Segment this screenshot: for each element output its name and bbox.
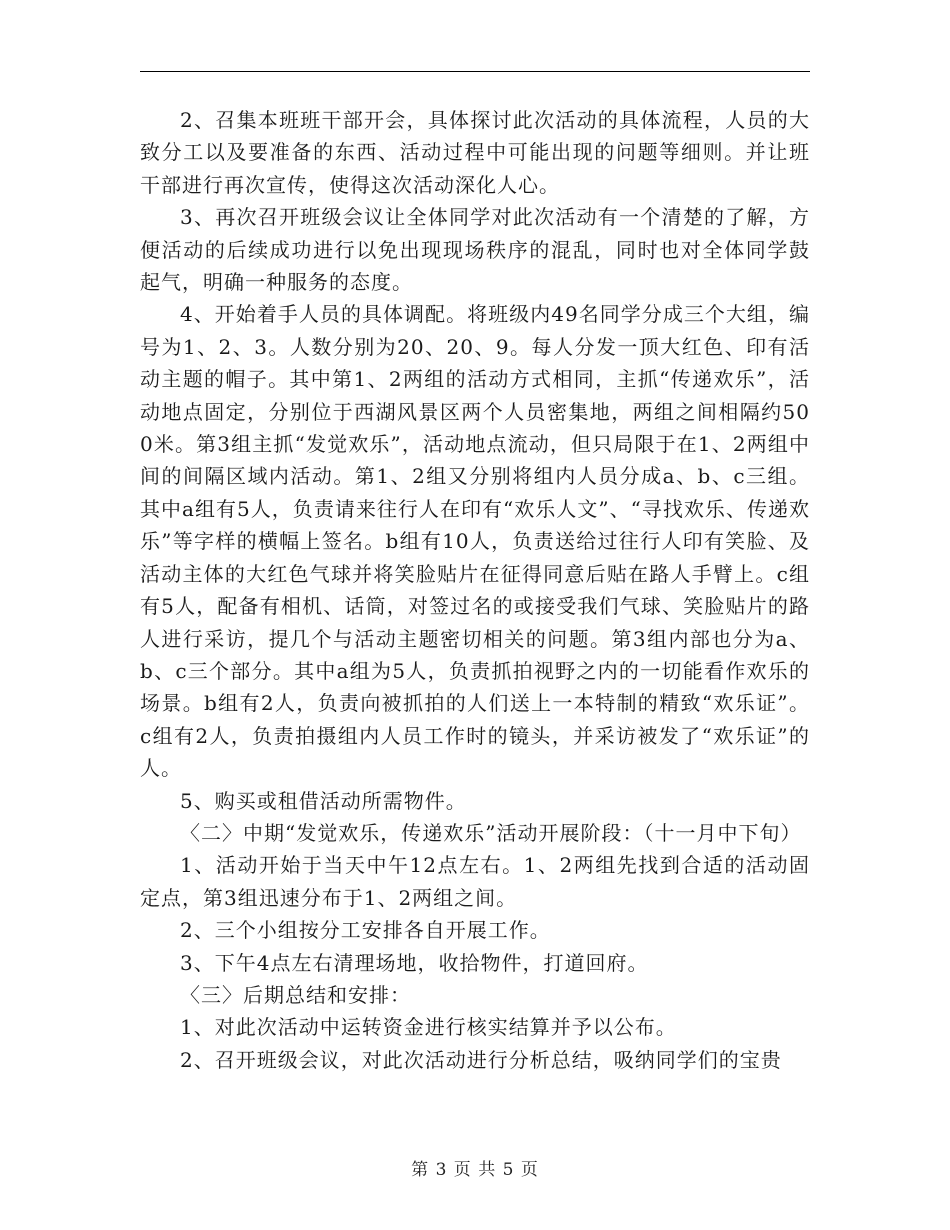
paragraph: 3、再次召开班级会议让全体同学对此次活动有一个清楚的了解，方便活动的后续成功进行以免出现现场秩序的混乱，同时也对全体同学鼓起气，明确一种服务的态度。 [140,205,810,295]
section-heading: 〈三〉后期总结和安排： [180,982,411,1007]
paragraph: 3、下午4点左右清理场地，收拾物件，打道回府。 [180,950,649,975]
paragraph: 2、召开班级会议，对此次活动进行分析总结，吸纳同学们的宝贵 [180,1047,782,1072]
paragraph: 1、对此次活动中运转资金进行核实结算并予以公布。 [180,1015,677,1040]
header-rule [140,71,810,72]
paragraph: 2、三个小组按分工安排各自开展工作。 [180,918,551,943]
paragraph: 1、活动开始于当天中午12点左右。1、2两组先找到合适的活动固定点，第3组迅速分布于1、2两组之间。 [140,853,810,910]
paragraph: 4、开始着手人员的具体调配。将班级内49名同学分成三个大组，编号为1、2、3。人数分别为20、20、9。每人分发一顶大红色、印有活动主题的帽子。其中第1、2两组的活动方式相同，主抓“传递欢乐”，活动地点固定，分别位于西湖风景区两个人员密集地，两组之间相隔约500米。第3组主抓“发觉欢乐”，活动地点流动，但只局限于在1、2两组中间的间隔区域内活动。第1、2组又分别将组内人员分成a、b、c三组。其中a组有5人，负责请来往行人在印有“欢乐人文”、“寻找欢乐、传递欢乐”等字样的横幅上签名。b组有10人，负责送给过往行人印有笑脸、及活动主体的大红色气球并将笑脸贴片在征得同意后贴在路人手臂上。c组有5人，配备有相机、话筒，对签过名的或接受我们气球、笑脸贴片的路人进行采访，提几个与活动主题密切相关的问题。第3组内部也分为a、b、c三个部分。其中a组为5人，负责抓拍视野之内的一切能看作欢乐的场景。b组有2人，负责向被抓拍的人们送上一本特制的精致“欢乐证”。c组有2人，负责拍摄组内人员工作时的镜头，并采访被发了“欢乐证”的人。 [140,302,810,781]
paragraph: 2、召集本班班干部开会，具体探讨此次活动的具体流程，人员的大致分工以及要准备的东西、活动过程中可能出现的问题等细则。并让班干部进行再次宣传，使得这次活动深化人心。 [140,108,810,197]
page-footer: 第 3 页 共 5 页 [411,1160,539,1180]
section-heading: 〈二〉中期“发觉欢乐，传递欢乐”活动开展阶段：（十一月中下旬） [180,820,802,845]
document-body [140,104,810,1076]
paragraph: 5、购买或租借活动所需物件。 [180,788,467,813]
